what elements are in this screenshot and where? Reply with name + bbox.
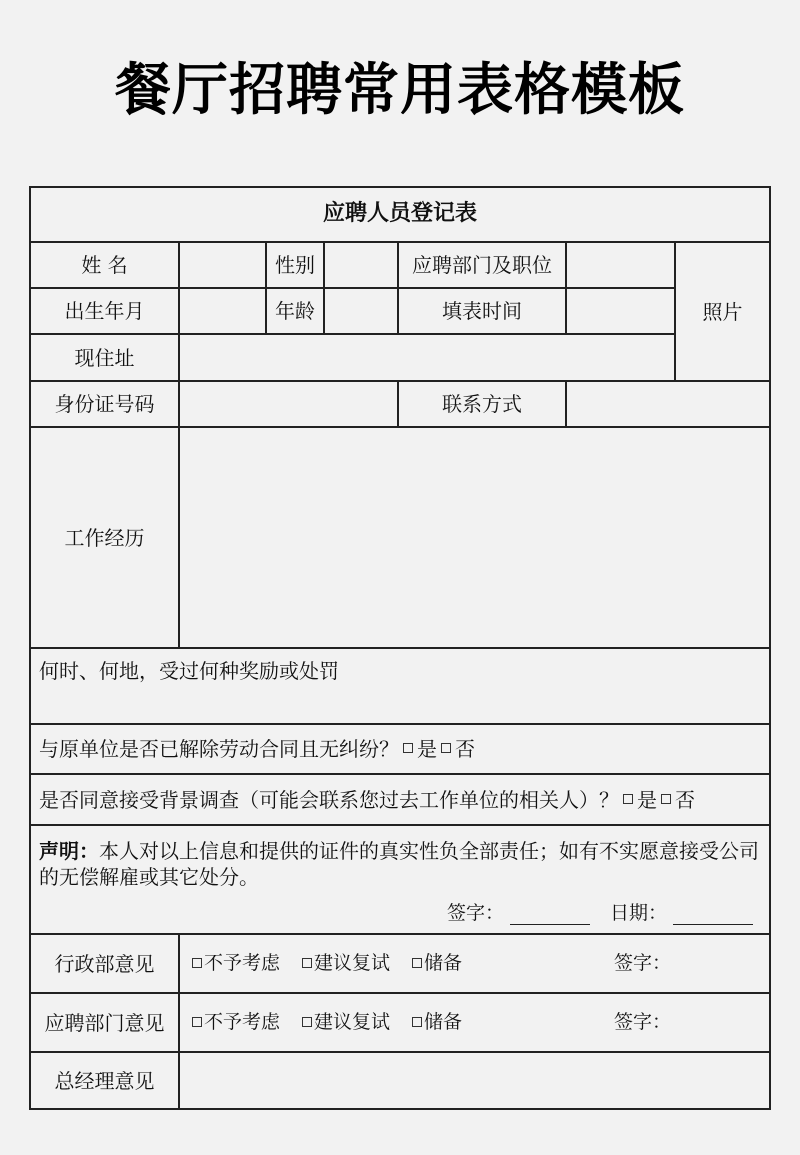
- page-title: 餐厅招聘常用表格模板: [115, 58, 685, 123]
- checkbox-icon[interactable]: [192, 1017, 202, 1027]
- q1-yes-label: 是: [417, 737, 437, 761]
- statement-date: 日期：: [610, 902, 753, 925]
- statement-box: [29, 824, 771, 935]
- admin-sign-label: 签字：: [614, 952, 672, 975]
- photo-box[interactable]: 照片: [674, 241, 771, 382]
- admin-option-reinterview[interactable]: 建议复试: [302, 952, 390, 975]
- dept-option-reinterview[interactable]: 建议复试: [302, 1011, 390, 1034]
- admin-opinion-label: 行政部意见: [29, 933, 180, 994]
- fill-time-label: 填表时间: [397, 287, 567, 335]
- rewards-question: 何时、何地，受过何种奖励或处罚: [39, 659, 339, 683]
- q2-yes-checkbox[interactable]: [623, 794, 633, 804]
- dept-option-reserve[interactable]: 储备: [412, 1011, 462, 1034]
- work-history-label: 工作经历: [29, 426, 180, 649]
- position-label: 应聘部门及职位: [397, 241, 567, 289]
- address-label: 现住址: [29, 333, 180, 382]
- checkbox-icon[interactable]: [302, 958, 312, 968]
- checkbox-icon[interactable]: [412, 1017, 422, 1027]
- dept-option-reject[interactable]: 不予考虑: [192, 1011, 280, 1034]
- statement-date-field[interactable]: [673, 907, 753, 925]
- q2-no-checkbox[interactable]: [661, 794, 671, 804]
- checkbox-icon[interactable]: [412, 958, 422, 968]
- contact-field[interactable]: [565, 380, 771, 428]
- form-title: 应聘人员登记表: [29, 186, 771, 243]
- work-history-field[interactable]: [178, 426, 771, 649]
- dept-opinion-field: [178, 992, 771, 1053]
- q1-no-checkbox[interactable]: [441, 743, 451, 753]
- gender-label: 性别: [265, 241, 325, 289]
- gm-opinion-field[interactable]: [178, 1051, 771, 1110]
- gm-opinion-label: 总经理意见: [29, 1051, 180, 1110]
- registration-form: [29, 186, 771, 1110]
- checkbox-icon[interactable]: [192, 958, 202, 968]
- dept-sign-label: 签字：: [614, 1011, 672, 1034]
- q1-row: [29, 723, 771, 775]
- birth-field[interactable]: [178, 287, 267, 335]
- contact-label: 联系方式: [397, 380, 567, 428]
- position-field[interactable]: [565, 241, 676, 289]
- fill-time-field[interactable]: [565, 287, 676, 335]
- q2-text: 是否同意接受背景调查（可能会联系您过去工作单位的相关人）？: [39, 787, 619, 812]
- name-field[interactable]: [178, 241, 267, 289]
- q2-yes-label: 是: [637, 787, 657, 812]
- q2-row: [29, 773, 771, 826]
- dept-opinion-label: 应聘部门意见: [29, 992, 180, 1053]
- id-number-label: 身份证号码: [29, 380, 180, 428]
- q1-text: 与原单位是否已解除劳动合同且无纠纷？: [39, 737, 399, 761]
- statement-sign-row: [447, 902, 753, 925]
- birth-label: 出生年月: [29, 287, 180, 335]
- gender-field[interactable]: [323, 241, 399, 289]
- admin-option-reject[interactable]: 不予考虑: [192, 952, 280, 975]
- q1-no-label: 否: [455, 737, 475, 761]
- name-label: 姓 名: [29, 241, 180, 289]
- statement-sign: 签字：: [447, 902, 590, 925]
- statement-text: 声明：本人对以上信息和提供的证件的真实性负全部责任；如有不实愿意接受公司的无偿解雇或其它处分。: [39, 839, 759, 889]
- statement-sign-field[interactable]: [510, 907, 590, 925]
- age-field[interactable]: [323, 287, 399, 335]
- q2-no-label: 否: [675, 787, 695, 812]
- admin-option-reserve[interactable]: 储备: [412, 952, 462, 975]
- statement-label: 声明：: [39, 839, 99, 863]
- age-label: 年龄: [265, 287, 325, 335]
- admin-opinion-field: [178, 933, 771, 994]
- id-number-field[interactable]: [178, 380, 399, 428]
- address-field[interactable]: [178, 333, 676, 382]
- rewards-field[interactable]: [29, 647, 771, 725]
- q1-yes-checkbox[interactable]: [403, 743, 413, 753]
- checkbox-icon[interactable]: [302, 1017, 312, 1027]
